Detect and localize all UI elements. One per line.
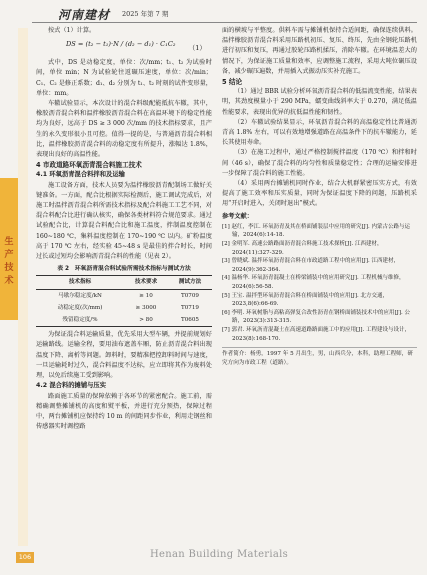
equation-number: （1） — [188, 44, 206, 53]
subsection-heading: 4.1 环氧沥青混合料拌和及运输 — [36, 171, 125, 179]
table-cell: 马歇尔稳定度/kN — [58, 292, 102, 299]
table-cell: > 80 — [124, 314, 168, 327]
paragraph: 车辙试验显示，本次设计的混合料级配能抵抗车辙，其中，橡胶沥青混合料和温拌橡胶沥青混合料在高温环境下的稳定性能均为良好，远高于 DS ≥ 3 000 次/mm 的技术指标要求，且产生的永久变形很小且可控。值得一提的是，与普通沥青混合料相比，温拌橡胶沥青混合料的动稳定度有所提升，涨幅达 1.8%，表现出良好的高温性能。 — [36, 100, 212, 159]
table-cell: T0709 — [181, 292, 199, 299]
table-cell: 残留稳定度/% — [36, 314, 124, 327]
paragraph: 为保证混合料运输质量，优先采用大型车辆，并提前规划好运输路线。运输全程，要用油布遮盖车厢，防止沥青混合料出现温度下降、离析等问题。卸料时，要精准把控卸料时间与速度，一旦运输耗时过久，混合料温度不达标，应立即将其作为废料处理，以免后续施工受到影响。 — [36, 331, 212, 380]
table-header-cell: 测试方法 — [168, 276, 212, 289]
equation — [66, 39, 212, 55]
issue-label: 2025 年第 7 期 — [122, 10, 169, 18]
table-cell: T0605 — [168, 314, 212, 327]
margin-stripe — [18, 28, 28, 546]
footer-title: Henan Building Materials — [150, 549, 289, 560]
header-divider — [32, 22, 417, 23]
paragraph: 路面施工质量的保障依赖于各环节的紧密配合。施工前，需精确调整摊铺机的高度和熨平板，并进行充分预热，保障过程中，两台摊铺机应保持约 10 m 的间距同步作业，利用走钢丝和传感器实时调控路 — [36, 392, 212, 431]
table-cell: T0719 — [181, 304, 199, 311]
reference-item: [6] 李明. 环氧树脂与高粘高弹复合改性沥青在钢桥面铺装技术中的应用[J]. 公路，2023(3):313-315. — [222, 309, 411, 325]
author-note: 作者简介：杨勇，1997 年 5 月出生，男，山西兵分，本科，助理工程师，研究方向为市政工程（道路）。 — [222, 347, 417, 367]
subsection-heading: 4.2 混合料的摊铺与压实 — [36, 382, 107, 390]
page-number: 106 — [16, 552, 34, 563]
table-row — [36, 314, 212, 327]
table-row — [36, 289, 212, 302]
left-column — [36, 26, 212, 432]
table-row — [36, 302, 212, 314]
references-heading: 参考文献： — [222, 212, 253, 220]
reference-item: [2] 金明军. 高速公路路面沥青混合料施工技术探析[J]. 江西建材，2024(11):327-329. — [222, 241, 383, 256]
table-header-cell: 技术指标 — [36, 276, 124, 289]
section-label: 生产技术 — [4, 237, 14, 286]
page-header — [0, 0, 427, 28]
reference-item: [7] 郭君. 环氧沥青混凝土在高速道路路面施工中的应用[J]. 工程建设与设计，2023(8):168-170. — [222, 326, 411, 342]
reference-item: [1] 赵红，李江. 环氧沥青及其在桥面铺装层中应用的研究[J]. 内蒙古公路与运输，2024(6):14-18. — [222, 223, 411, 239]
conclusion-item: （3）在施工过程中，通过严格控制搅拌温度（170 ℃）和拌和时间（46 s），确保了混合料的均匀性和质量稳定性；合理的运输安排进一步保障了混合料的施工性能。 — [222, 149, 417, 177]
right-column — [222, 26, 417, 367]
paragraph: 式中，DS 是动稳定度，单位：次/mm；t₁、t₂ 为试验时间，单位 min；N 为试验轮往返碾压速度，单位：次/min；C₁、C₂ 是修正系数；d₁、d₂ 分别为 t₁、t₂ 时刻的试件变形量，单位：mm。 — [36, 59, 212, 97]
data-table — [36, 275, 212, 327]
paragraph: 面的横坡与平整度。供料车需与摊铺机保持合适间距，确保连续供料。温拌橡胶沥青混合料采用压路机初压、复压、终压，先由全钢轮压路机进行初压和复压，再通过胶轮压路机揉压，消除车辙。在环境温差大的情况下，为保证施工质量和效率，应调整施工流程，采用大吨位碾压设备，减少碾压遍数，并用插入式振动压实补充施工。 — [222, 27, 417, 75]
table-cell: ≥ 10 — [139, 292, 153, 299]
conclusion-item: （2）车辙试验结果显示，环氧沥青混合料的高温稳定性比普通沥青高 1.8% 左右，可以有效地增强道路在高温条件下的抗车辙能力，延长其使用寿命。 — [222, 118, 417, 147]
conclusion-item: （1）通过 BBR 试验分析环氧沥青混合料的低温流变性能，结果表明，其劲度模量小于 290 MPa，蠕变曲线斜率大于 0.270，满足低温性能要求，表现出优异的抗低温性能和韧性。 — [222, 88, 417, 116]
section-heading: 5 结论 — [222, 78, 243, 87]
equation-text: DS = (t₂ − t₁)·N / (d₂ − d₁) · C₁C₂ — [66, 40, 176, 49]
conclusion-item: （4）采用两台摊铺机同时作业，结合大机群紧密压实方式，有效提高了施工效率和压实质量，同时为保证温度下降的问题，压路机采用“开启时进入，关闭时退出”模式。 — [222, 180, 417, 208]
reference-item: [4] 温杨华. 环氧沥青混凝土在桥梁铺装中的应用研究[J]. 工程机械与维修，2024(6):56-58. — [222, 275, 405, 291]
paragraph: 按式（1）计算。 — [48, 27, 96, 34]
table-cell: ≥ 3000 — [135, 304, 157, 311]
journal-logo: 河南建材 — [58, 8, 111, 22]
paragraph: 施工设备方面，技术人员要为温拌橡胶沥青配制场工做好关键准备。一方面，配合比根据实际检测后，施工调试完成后，对施工时温拌沥青混合料所需技术指标及配合料施工工艺不同，对混合料配合比进行确认核实，确保各类材料符合规范要求。通过试验配合比，计算混合料配合比和施工温度，拌制温度控制在 160~180 ℃，集料温度控制在 170~190 ℃ 以内。矿粉温度高于 170 ℃ 左右，经实验 45~48 s 是最佳的拌合时长，时间过长或过短均会影响沥青混合料的性能（见表 2）。 — [36, 181, 212, 261]
reference-item: [3] 曾晓斌. 温拌环氧沥青混合料在市政道路工程中的应用[J]. 江西建材，2024(9):362-364. — [222, 258, 400, 273]
table-caption: 表 2 环氧沥青混合料试验所需技术指标与测试方法 — [57, 266, 191, 273]
table-header-cell: 技术要求 — [124, 276, 168, 289]
section-heading: 4 市政道路环氧沥青混合料施工技术 — [36, 161, 142, 170]
table-cell: 动稳定度(次/mm) — [57, 304, 103, 311]
reference-item: [5] 王宝. 温拌型环氧沥青混合料在桥面铺装中的应用[J]. 北方交通，2023,8(6):66-69. — [222, 292, 389, 308]
